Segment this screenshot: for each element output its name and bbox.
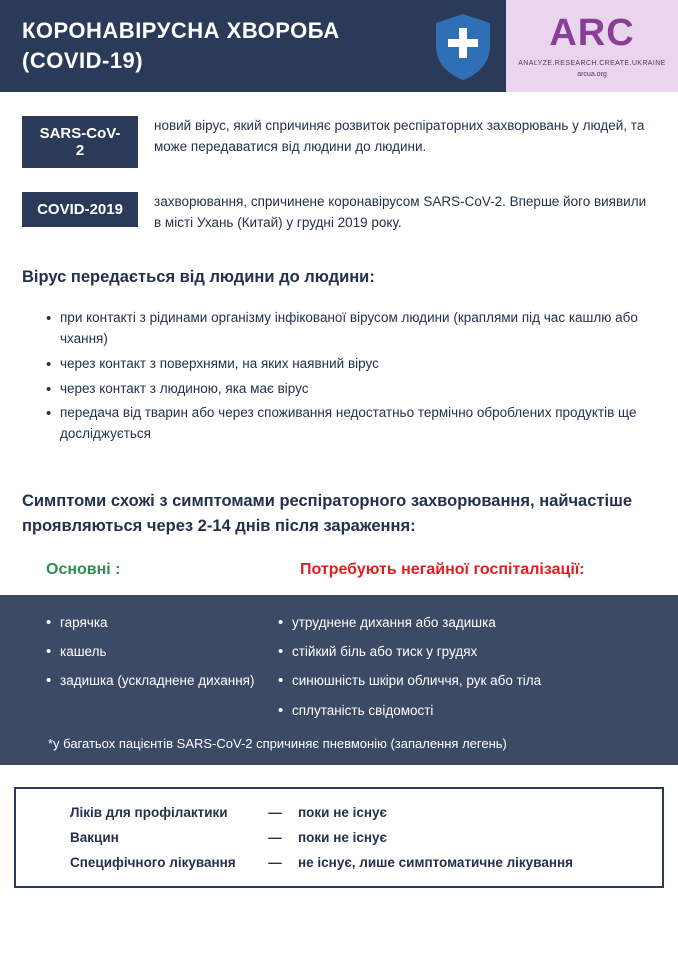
- treatment-key: Специфічного лікування: [70, 854, 236, 870]
- symptoms-panel: [0, 595, 678, 765]
- list-item: • через контакт з поверхнями, на яких наявний вірус: [46, 354, 656, 375]
- logo-mark: ARC: [549, 12, 635, 54]
- table-row: [16, 805, 662, 820]
- list-item: • синюшність шкіри обличчя, рук або тіла: [278, 671, 656, 691]
- definition-row: [22, 190, 656, 234]
- definition-text-sars: новий вірус, який спричиняє розвиток респіраторних захворювань у людей, та може передаватися від людини до людини.: [154, 118, 645, 154]
- list-item: • кашель: [46, 642, 278, 662]
- symptoms-urgent-label-wrap: [300, 561, 656, 579]
- list-item: • утруднене дихання або задишка: [278, 613, 656, 633]
- symptoms-main-list: [22, 613, 278, 730]
- treatment-dash: —: [268, 829, 282, 845]
- treatment-box: [14, 787, 664, 888]
- definition-tag-covid: COVID-2019: [22, 192, 138, 227]
- definition-tag-sars: SARS-CoV-2: [22, 116, 138, 168]
- list-item: • при контакті з рідинами організму інфікованої вірусом людини (краплями під час кашлю або чхання): [46, 308, 656, 350]
- list-item: • стійкий біль або тиск у грудях: [278, 642, 656, 662]
- page-header: [0, 0, 678, 92]
- table-row: [16, 830, 662, 845]
- definition-text-covid: захворювання, спричинене коронавірусом SARS-CoV-2. Вперше його виявили в місті Ухань (Китай) у грудні 2019 року.: [154, 194, 647, 230]
- treatment-key: Ліків для профілактики: [70, 804, 228, 820]
- treatment-dash: —: [268, 804, 282, 820]
- list-item: • задишка (ускладнене дихання): [46, 671, 278, 691]
- symptoms-urgent-list: [278, 613, 656, 730]
- table-row: [16, 855, 662, 870]
- transmission-list: [0, 308, 678, 446]
- treatment-key: Вакцин: [70, 829, 119, 845]
- logo-url: arcua.org: [577, 71, 607, 78]
- list-item: • гарячка: [46, 613, 278, 633]
- symptoms-heading: Симптоми схожі з симптомами респіраторного захворювання, найчастіше проявляються через 2-14 днів після зараження:: [22, 492, 633, 536]
- symptoms-main-label-wrap: [22, 561, 300, 579]
- logo-subtitle: ANALYZE.RESEARCH.CREATE.UKRAINE: [518, 60, 666, 67]
- treatment-dash: —: [268, 854, 282, 870]
- definitions-section: [0, 92, 678, 234]
- definition-row: [22, 114, 656, 168]
- treatment-value: поки не існує: [298, 804, 387, 820]
- symptoms-note: *у багатьох пацієнтів SARS-CoV-2 спричиняє пневмонію (запалення легень): [48, 735, 507, 751]
- shield-cross-icon: [432, 12, 494, 82]
- symptoms-columns: [22, 613, 656, 730]
- treatment-value: поки не існує: [298, 829, 387, 845]
- symptoms-urgent-label: Потребують негайної госпіталізації:: [300, 560, 585, 578]
- transmission-heading: Вірус передається від людини до людини:: [22, 267, 375, 286]
- list-item: • передача від тварин або через споживання недостатньо термічно оброблених продуктів ще досліджується: [46, 403, 656, 445]
- list-item: • сплутаність свідомості: [278, 701, 656, 721]
- symptoms-labels: [0, 539, 678, 579]
- treatment-value: не існує, лише симптоматичне лікування: [298, 854, 574, 870]
- symptoms-main-label: Основні :: [46, 560, 121, 578]
- arc-logo: [506, 0, 678, 92]
- list-item: • через контакт з людиною, яка має вірус: [46, 379, 656, 400]
- page-title: КОРОНАВІРУСНА ХВОРОБА (COVID-19): [22, 18, 340, 73]
